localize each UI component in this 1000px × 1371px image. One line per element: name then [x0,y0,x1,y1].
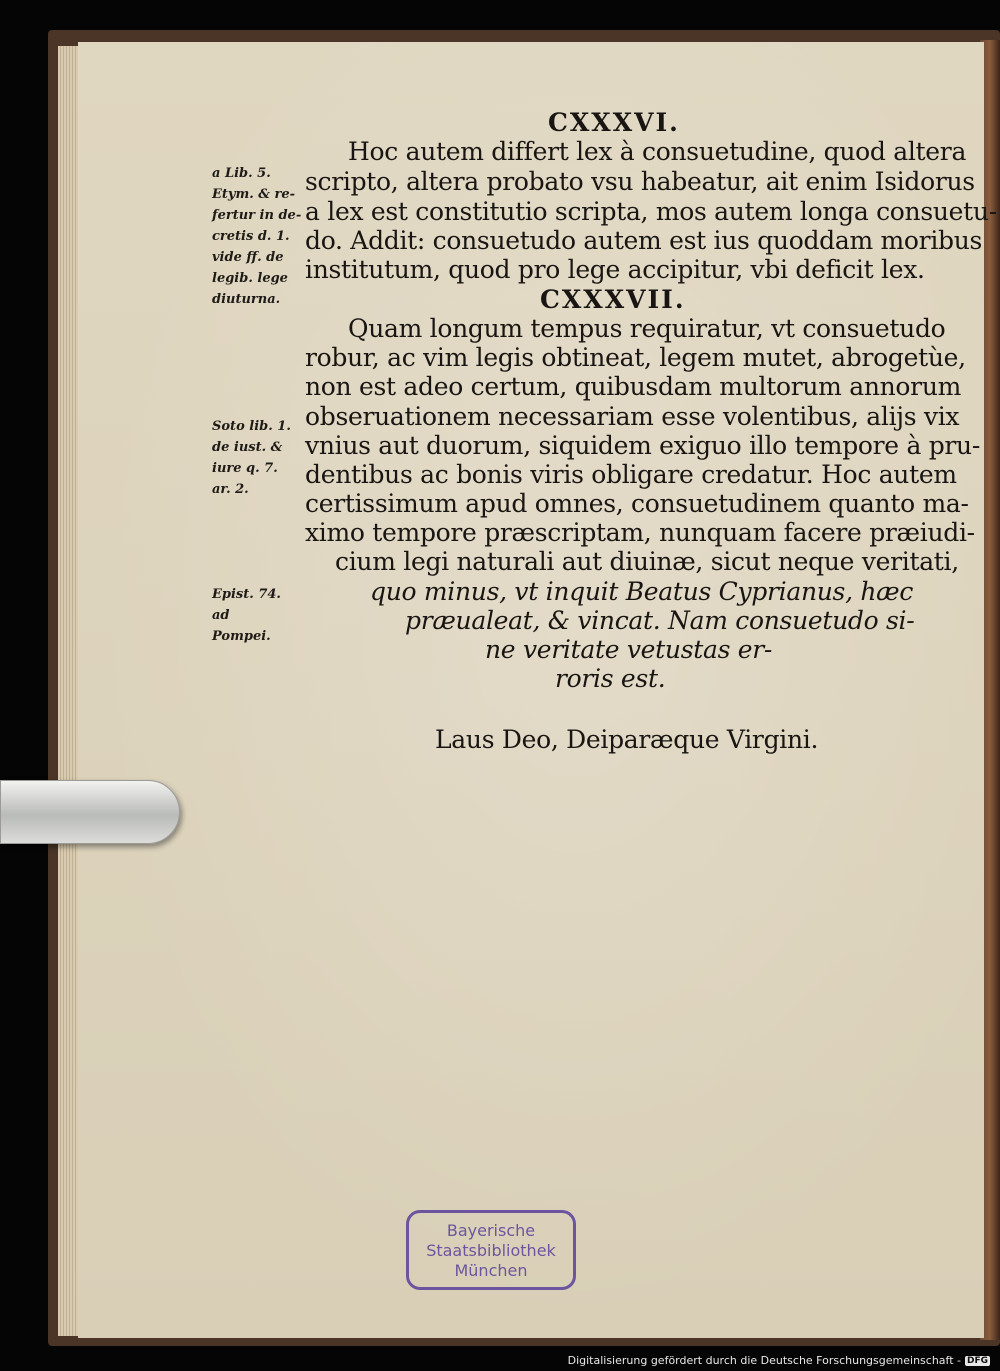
stamp-line: München [454,1261,528,1280]
dfg-logo-icon: DFG [966,1355,988,1366]
note-line: Etym. & re- [212,187,296,202]
stamp-line: Bayerische [446,1221,536,1240]
text-line: certissimum apud omnes, consuetudinem quanto ma- [305,489,969,518]
digitization-footer [568,1354,990,1367]
text-line: institutum, quod pro lege accipitur, vbi deficit lex. [305,255,925,284]
text-line: ne veritate vetustas er- [485,635,773,664]
text-line: dentibus ac bonis viris obligare credatur. Hoc autem [305,460,957,489]
text-line: quo minus, vt inquit Beatus Cyprianus, hæc [370,577,914,606]
library-stamp [406,1210,576,1290]
text-line: do. Addit: consuetudo autem est ius quoddam moribus [305,226,983,255]
note-line: a Lib. 5. [212,166,271,181]
margin-note-soto [212,416,302,500]
text-line: vnius aut duorum, siquidem exiguo illo tempore à pru- [305,431,981,460]
note-line: legib. lege [212,271,288,286]
text-line: scripto, altera probato vsu habeatur, ait enim Isidorus [305,167,975,196]
note-line: diuturna. [212,292,281,307]
bleed-through-texture [230,770,930,1100]
note-line: de iust. & [212,440,283,455]
text-line: non est adeo certum, quibusdam multorum annorum [305,372,962,401]
footer-text: Digitalisierung gefördert durch die Deutsche Forschungsgemeinschaft - [567,1354,961,1367]
note-line: ar. 2. [212,482,249,497]
text-line: Hoc autem differt lex à consuetudine, quod altera [348,137,967,166]
note-line: fertur in de- [212,208,302,223]
note-line: cretis d. 1. [212,229,290,244]
section-heading-136: CXXXVI. [548,108,680,137]
note-line: Epist. 74. ad [212,587,281,623]
text-line: cium legi naturali aut diuinæ, sicut neque veritati, [335,547,959,576]
text-line: Quam longum tempus requiratur, vt consuetudo [348,314,946,343]
text-line: obseruationem necessariam esse volentibus, alijs vix [305,402,960,431]
margin-note-isidorus [212,163,302,310]
section-heading-137: CXXXVII. [540,285,686,314]
note-line: Soto lib. 1. [212,419,291,434]
note-line: iure q. 7. [212,461,278,476]
note-line: Pompei. [212,629,271,644]
note-line: vide ff. de [212,250,284,265]
stamp-line: Staatsbibliothek [426,1241,556,1260]
text-line: ximo tempore præscriptam, nunquam facere præiudi- [305,518,975,547]
closing-line: Laus Deo, Deiparæque Virgini. [435,725,819,754]
text-line: præualeat, & vincat. Nam consuetudo si- [405,606,915,635]
text-line: robur, ac vim legis obtineat, legem mutet, abrogetùe, [305,343,966,372]
text-line: a lex est constitutio scripta, mos autem longa consuetu- [305,197,997,226]
margin-note-epistle [212,584,302,647]
page-clip [0,780,180,844]
text-line: roris est. [555,664,666,693]
